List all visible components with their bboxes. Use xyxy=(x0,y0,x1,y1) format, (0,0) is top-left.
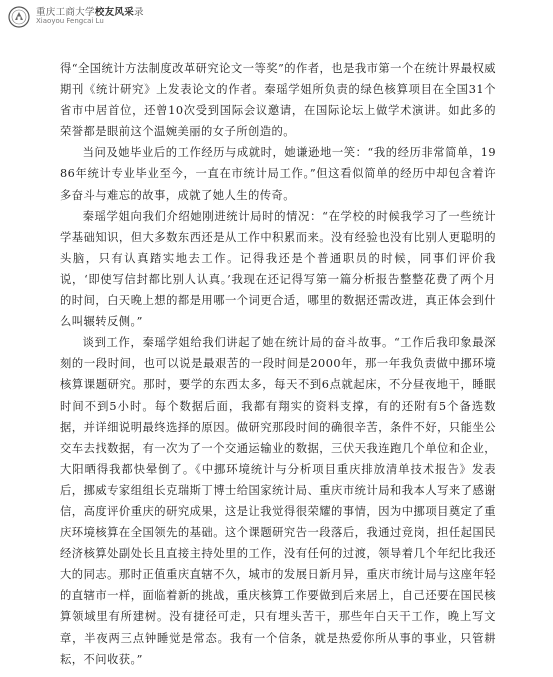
paragraph: 谈到工作，秦瑶学姐给我们讲起了她在统计局的奋斗故事。“工作后我印象最深刻的一段时间，也可以说是最艰苦的一段时间是2000年，那一年我负责做中挪环境核算课题研究。那时，要学的东西太多，每天不到6点就起床，不分昼夜地干，睡眠时间不到5小时。每个数据后面，我都有翔实的资料支撑，有的还附有5个备选数据，并详细说明最终选择的原因。做研究那段时间的确很辛苦，条件不好，只能坐公交车去找数据，有一次为了一个交通运输业的数据，三伏天我连跑几个单位和企业，大阳晒得我都快晕倒了。《中挪环境统计与分析项目重庆排放清单技术报告》发表后，挪威专家组组长克瑞斯丁博士给国家统计局、重庆市统计局和我本人写来了感谢信，高度评价重庆的研究成果，这是让我觉得很荣耀的事情，因为中挪项目奠定了重庆环境核算在全国领先的基础。这个课题研究告一段落后，我通过竞岗，担任起国民经济核算处副处长且直接主持处里的工作，没有任何的过渡，领导着几个年纪比我还大的同志。那时正值重庆直辖不久，城市的发展日新月异，重庆市统计局与这座年轻的直辖市一样，面临着新的挑战，重庆核算工作要做到后来居上，自己还要在国民核算领域里有所建树。没有捷径可走，只有埋头苦干，那些年白天干工作，晚上写文章，半夜两三点钟睡觉是常态。我有一个信条，就是热爱你所从事的事业，只管耕耘，不问收获。” xyxy=(60,336,496,666)
header-subtitle: Xiaoyou Fengcai Lu xyxy=(36,17,104,26)
article-body xyxy=(60,58,496,670)
paragraph: 当问及她毕业后的工作经历与成就时，她谦逊地一笑：“我的经历非常简单，1986年统计专业毕业至今，一直在市统计局工作。”但这看似简单的经历中却包含着许多奋斗与难忘的故事，成就了她人生的传奇。 xyxy=(60,146,496,202)
running-header xyxy=(8,6,144,28)
paragraph: 秦瑶学姐向我们介绍她刚进统计局时的情况：“在学校的时候我学习了一些统计学基础知识，但大多数东西还是从工作中积累而来。没有经验也没有比别人更聪明的头脑，只有认真踏实地去工作。记得我还是个普通职员的时候，同事们评价我说，‘即使写信封都比别人认真。’我现在还记得写第一篇分析报告整整花费了两个月的时间，白天晚上想的都是用哪一个词更合适，哪里的数据还需改进，真正体会到什么叫辗转反侧。” xyxy=(60,209,496,329)
header-title: 重庆工商大学校友风采录 xyxy=(36,6,144,18)
paragraph: 得“全国统计方法制度改革研究论文一等奖”的作者，也是我市第一个在统计界最权威期刊《统计研究》上发表论文的作者。秦瑶学姐所负责的绿色核算项目在全国31个省市中居首位，还曾10次受到国际会议邀请，在国际论坛上做学术演讲。如此多的荣誉都是眼前这个温婉美丽的女子所创造的。 xyxy=(60,62,496,139)
university-seal-icon xyxy=(8,6,30,28)
